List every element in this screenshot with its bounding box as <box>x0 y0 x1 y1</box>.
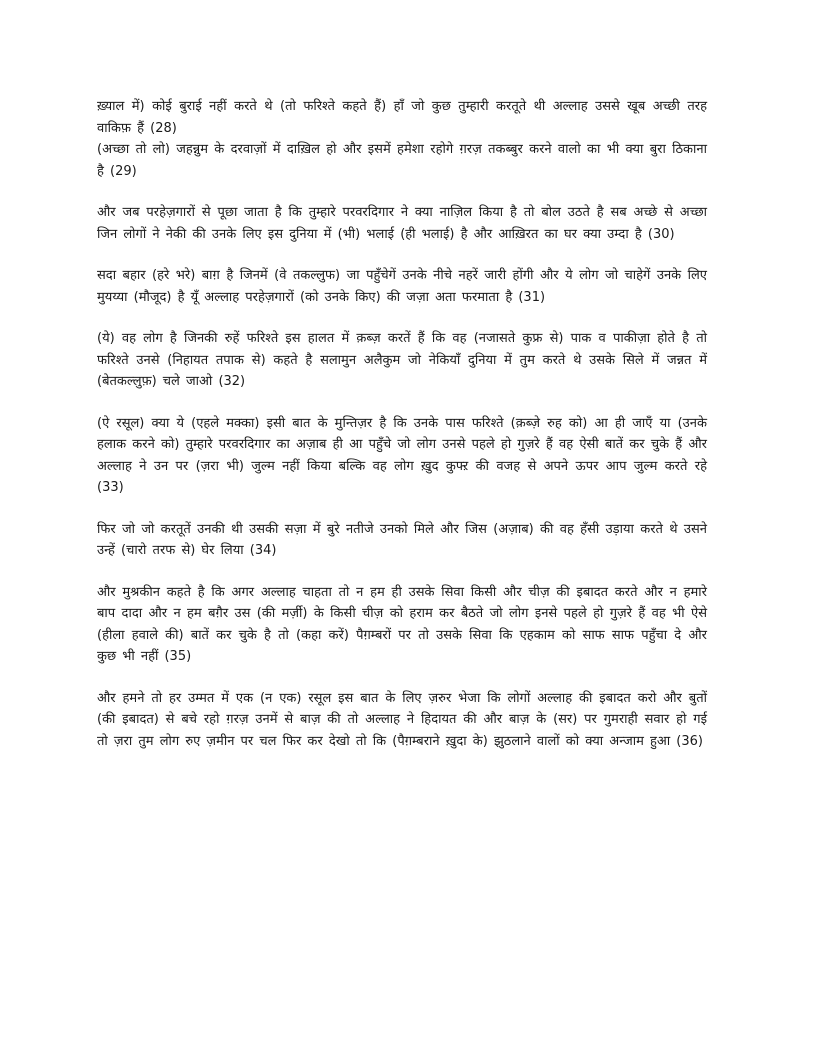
paragraph-verse-30: और जब परहेज़गारों से पूछा जाता है कि तुम्हारे परवरदिगार ने क्या नाज़िल किया है तो बोल उठते है सब अच्छे से अच्छा जिन लोगों ने नेकी की उनके लिए इस दुनिया में (भी) भलाई (ही भलाई) है और आख़िरत का घर क्या उम्दा है (30) <box>97 205 707 242</box>
paragraph-verse-36: और हमने तो हर उम्मत में एक (न एक) रसूल इस बात के लिए ज़रुर भेजा कि लोगों अल्लाह की इबादत करो और बुतों (की इबादत) से बचे रहो ग़रज़ उनमें से बाज़ की तो अल्लाह ने हिदायत की और बाज़ के (सर) पर गुमराही सवार हो गई तो ज़रा तुम लोग रुए ज़मीन पर चल फिर कर देखो तो कि (पैग़म्बराने ख़ुदा के) झुठलाने वालों को क्या अन्जाम हुआ (36) <box>97 690 707 749</box>
paragraph-verse-29: (अच्छा तो लो) जहन्नुम के दरवाज़ों में दाख़िल हो और इसमें हमेशा रहोगे ग़रज़ तकब्बुर करने वालो का भी क्या बुरा ठिकाना है (29) <box>97 142 707 179</box>
paragraph-verse-32: (ये) वह लोग है जिनकी रुहें फरिश्ते इस हालत में क़ब्ज़ करतें हैं कि वह (नजासते कुफ्र से) पाक व पाकीज़ा होते है तो फरिश्ते उनसे (निहायत तपाक से) कहते है सलामुन अलैकुम जो नेकियाँ दुनिया में तुम करते थे उसके सिले में जन्नत में (बेतकल्लुफ़) चले जाओ (32) <box>97 331 707 389</box>
paragraph-verse-35: और मुश्रकीन कहते है कि अगर अल्लाह चाहता तो न हम ही उसके सिवा किसी और चीज़ की इबादत करते और न हमारे बाप दादा और न हम बग़ैर उस (की मर्ज़ी) के किसी चीज़ को हराम कर बैठते जो लोग इनसे पहले हो गुज़रे हैं वह भी ऐसे (हीला हवाले की) बातें कर चुके है तो (कहा करें) पैग़म्बरों पर तो उसके सिवा कि एहकाम को साफ साफ पहुँचा दे और कुछ भी नहीं (35) <box>97 584 707 664</box>
paragraph-verse-28: ख़्याल में) कोई बुराई नहीं करते थे (तो फरिश्ते कहते हैं) हाँ जो कुछ तुम्हारी करतूते थी अल्लाह उससे खूब अच्छी तरह वाकिफ़ हैं (28) <box>97 99 707 136</box>
paragraph-verse-31: सदा बहार (हरे भरे) बाग़ है जिनमें (वे तकल्लुफ) जा पहुँचेगें उनके नीचे नहरें जारी होंगी और ये लोग जो चाहेगें उनके लिए मुयय्या (मौजूद) है यूँ अल्लाह परहेज़गारों (को उनके किए) की जज़ा अता फरमाता है (31) <box>97 268 707 305</box>
paragraph-verse-34: फिर जो जो करतूतें उनकी थी उसकी सज़ा में बुरे नतीजे उनको मिले और जिस (अज़ाब) की वह हँसी उड़ाया करते थे उसने उन्हें (चारो तरफ से) घेर लिया (34) <box>97 521 707 558</box>
document-page <box>97 96 707 772</box>
paragraph-verse-33: (ऐ रसूल) क्या ये (एहले मक्का) इसी बात के मुन्तिज़र है कि उनके पास फरिश्ते (क़ब्ज़े रुह को) आ ही जाएँ या (उनके हलाक करने को) तुम्हारे परवरदिगार का अज़ाब ही आ पहुँचे जो लोग उनसे पहले हो गुज़रे हैं वह ऐसी बातें कर चुके हैं और अल्लाह ने उन पर (ज़रा भी) जुल्म नहीं किया बल्कि वह लोग ख़ुद कुफ्ऱ की वजह से अपने ऊपर आप जुल्म करते रहे (33) <box>97 415 707 495</box>
